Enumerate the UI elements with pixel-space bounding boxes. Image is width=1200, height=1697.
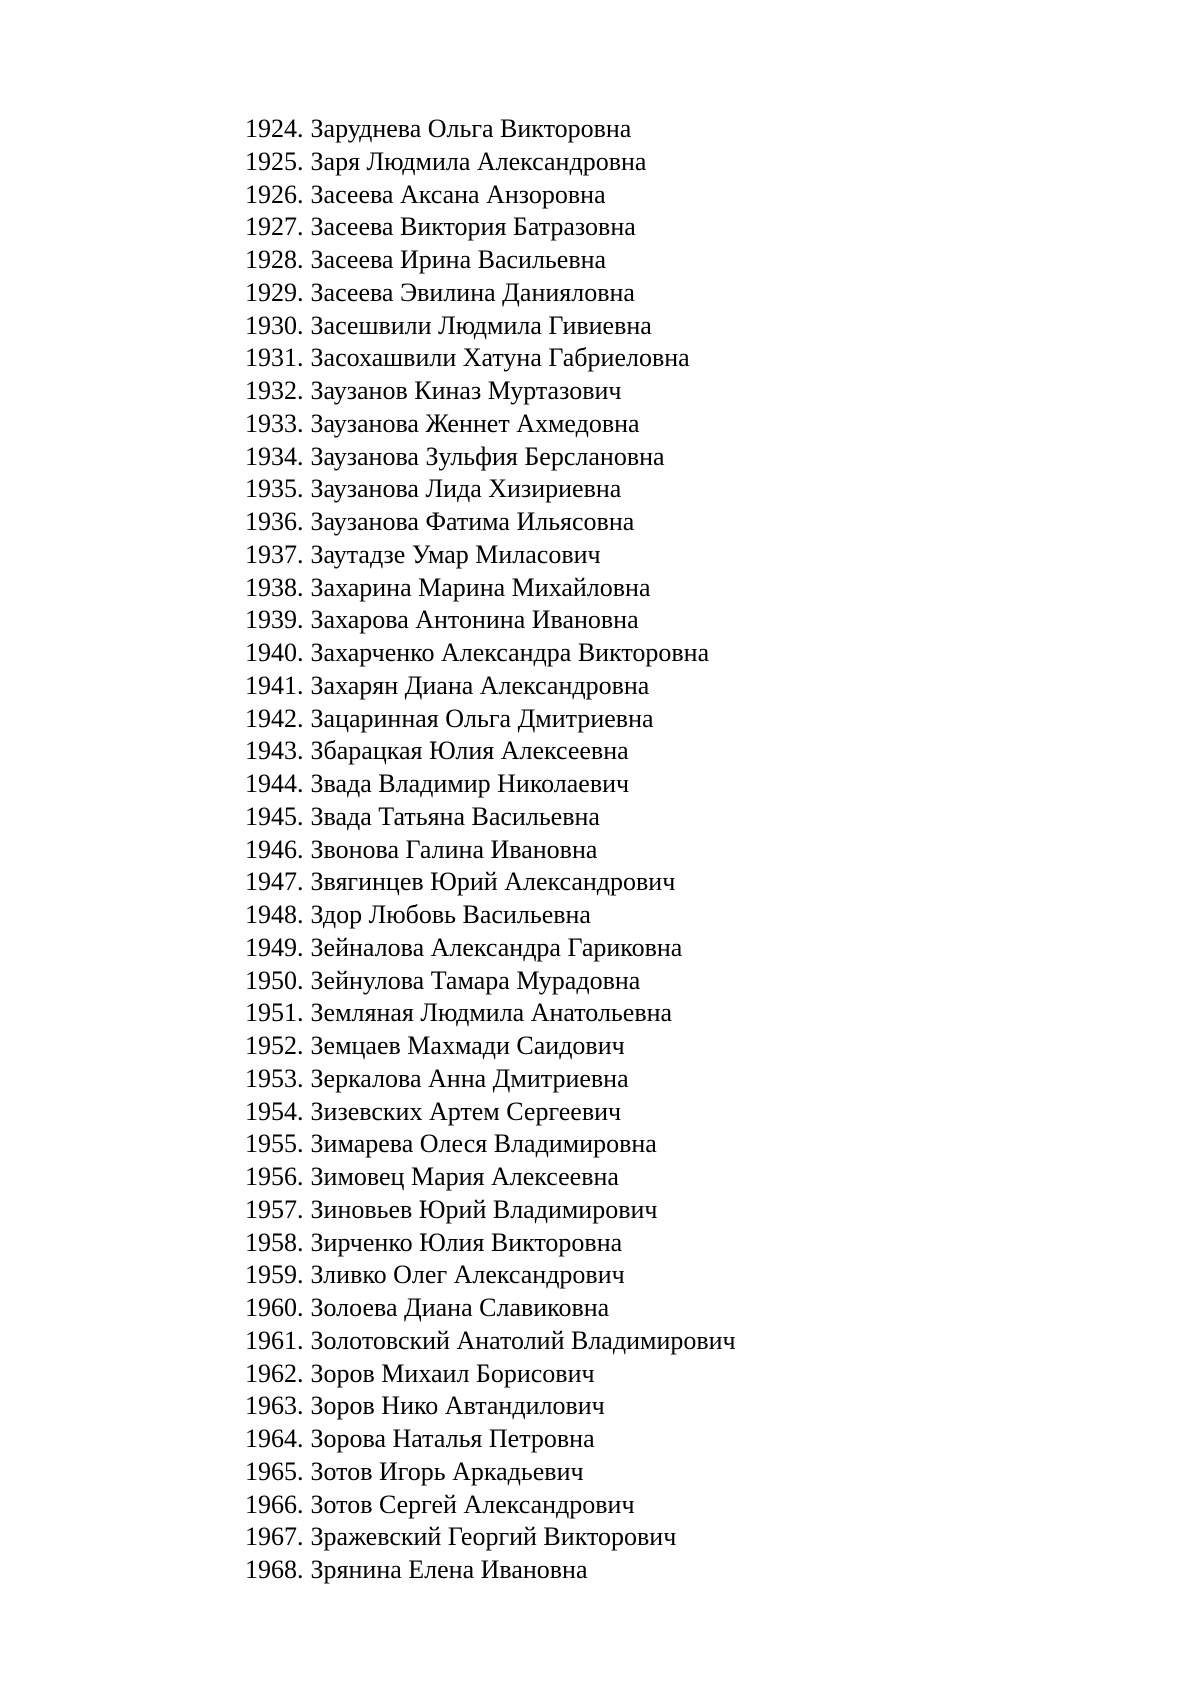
- list-item: [245, 801, 736, 834]
- entry-number: 1966.: [245, 1489, 304, 1519]
- entry-number: 1965.: [245, 1456, 304, 1486]
- list-item: [245, 899, 736, 932]
- list-item: [245, 768, 736, 801]
- entry-name: Заузанова Женнет Ахмедовна: [310, 408, 640, 438]
- entry-name: Звада Владимир Николаевич: [310, 769, 630, 798]
- list-item: [245, 539, 736, 572]
- entry-number: 1961.: [245, 1325, 304, 1355]
- entry-number: 1946.: [245, 834, 304, 864]
- list-item: [245, 735, 736, 768]
- entry-number: 1949.: [245, 932, 304, 962]
- entry-number: 1926.: [245, 179, 304, 209]
- list-item: [245, 637, 736, 670]
- entry-name: Зацаринная Ольга Дмитриевна: [310, 703, 654, 733]
- entry-number: 1968.: [245, 1555, 304, 1584]
- entry-number: 1953.: [245, 1063, 304, 1093]
- list-item: [245, 1325, 736, 1358]
- list-item: [245, 997, 736, 1030]
- list-item: [245, 572, 736, 605]
- entry-number: 1947.: [245, 867, 304, 897]
- list-item: [245, 670, 736, 703]
- entry-number: 1936.: [245, 507, 304, 536]
- entry-name: Зотов Сергей Александрович: [310, 1489, 635, 1519]
- list-item: [245, 211, 736, 244]
- entry-number: 1955.: [245, 1129, 304, 1159]
- entry-number: 1963.: [245, 1391, 304, 1421]
- entry-number: 1931.: [245, 343, 304, 373]
- list-item: [245, 866, 736, 899]
- list-item: [245, 1259, 736, 1292]
- entry-name: Звягинцев Юрий Александрович: [310, 867, 676, 897]
- entry-name: Земляная Людмила Анатольевна: [310, 998, 673, 1028]
- entry-name: Захарина Марина Михайловна: [310, 572, 651, 602]
- entry-number: 1937.: [245, 539, 304, 569]
- list-item: [245, 1063, 736, 1096]
- entry-name: Земцаев Махмади Саидович: [310, 1031, 625, 1060]
- entry-number: 1941.: [245, 670, 304, 700]
- list-item: [245, 441, 736, 474]
- list-item: [245, 703, 736, 736]
- entry-number: 1958.: [245, 1227, 304, 1257]
- entry-number: 1959.: [245, 1260, 304, 1290]
- entry-number: 1943.: [245, 736, 304, 766]
- entry-name: Заутадзе Умар Миласович: [310, 539, 601, 569]
- list-item: [245, 1390, 736, 1423]
- list-item: [245, 1096, 736, 1129]
- list-item: [245, 1521, 736, 1554]
- list-item: [245, 1358, 736, 1391]
- entry-name: Заузанова Лида Хизириевна: [310, 474, 622, 504]
- entry-number: 1935.: [245, 474, 304, 504]
- entry-name: Захарченко Александра Викторовна: [310, 638, 710, 667]
- entry-number: 1925.: [245, 146, 304, 176]
- entry-name: Здор Любовь Васильевна: [310, 900, 591, 929]
- entry-number: 1948.: [245, 900, 304, 929]
- list-item: [245, 1456, 736, 1489]
- entry-number: 1928.: [245, 245, 304, 274]
- list-item: [245, 965, 736, 998]
- entry-number: 1954.: [245, 1096, 304, 1126]
- list-item: [245, 1128, 736, 1161]
- entry-name: Зимовец Мария Алексеевна: [310, 1162, 619, 1191]
- entry-name: Зражевский Георгий Викторович: [310, 1522, 677, 1552]
- list-item: [245, 1554, 736, 1587]
- entry-name: Заузанов Киназ Муртазович: [310, 376, 622, 405]
- entry-number: 1956.: [245, 1162, 304, 1191]
- entry-number: 1945.: [245, 801, 304, 831]
- list-item: [245, 244, 736, 277]
- entry-name: Зирченко Юлия Викторовна: [310, 1227, 623, 1257]
- entry-name: Заузанова Зульфия Берслановна: [310, 441, 665, 471]
- name-list: [245, 113, 736, 1587]
- entry-number: 1932.: [245, 376, 304, 405]
- entry-name: Звада Татьяна Васильевна: [310, 801, 600, 831]
- entry-number: 1964.: [245, 1424, 304, 1453]
- list-item: [245, 113, 736, 146]
- entry-number: 1942.: [245, 703, 304, 733]
- entry-name: Зимарева Олеся Владимировна: [310, 1129, 657, 1159]
- entry-name: Зорова Наталья Петровна: [310, 1424, 595, 1453]
- entry-name: Збарацкая Юлия Алексеевна: [310, 736, 629, 766]
- list-item: [245, 1194, 736, 1227]
- entry-name: Засеева Ирина Васильевна: [310, 245, 607, 274]
- list-item: [245, 1489, 736, 1522]
- entry-name: Засохашвили Хатуна Габриеловна: [310, 343, 690, 373]
- entry-name: Зизевских Артем Сергеевич: [310, 1096, 622, 1126]
- list-item: [245, 1227, 736, 1260]
- entry-number: 1930.: [245, 310, 304, 340]
- list-item: [245, 408, 736, 441]
- entry-name: Захарян Диана Александровна: [310, 670, 650, 700]
- entry-number: 1967.: [245, 1522, 304, 1552]
- list-item: [245, 1423, 736, 1456]
- entry-name: Зоров Михаил Борисович: [310, 1358, 595, 1388]
- entry-name: Заря Людмила Александровна: [310, 146, 647, 176]
- list-item: [245, 1292, 736, 1325]
- entry-number: 1939.: [245, 605, 304, 635]
- entry-name: Засешвили Людмила Гивиевна: [310, 310, 652, 340]
- entry-name: Зейнулова Тамара Мурадовна: [310, 965, 641, 995]
- entry-number: 1944.: [245, 769, 304, 798]
- entry-name: Золотовский Анатолий Владимирович: [310, 1325, 736, 1355]
- entry-name: Захарова Антонина Ивановна: [310, 605, 639, 635]
- list-item: [245, 179, 736, 212]
- entry-name: Заузанова Фатима Ильясовна: [310, 507, 635, 536]
- entry-number: 1940.: [245, 638, 304, 667]
- list-item: [245, 342, 736, 375]
- list-item: [245, 604, 736, 637]
- list-item: [245, 310, 736, 343]
- entry-name: Засеева Виктория Батразовна: [310, 212, 636, 242]
- entry-name: Звонова Галина Ивановна: [310, 834, 598, 864]
- list-item: [245, 834, 736, 867]
- list-item: [245, 375, 736, 408]
- entry-number: 1952.: [245, 1031, 304, 1060]
- entry-number: 1938.: [245, 572, 304, 602]
- entry-number: 1951.: [245, 998, 304, 1028]
- entry-name: Зоров Нико Автандилович: [310, 1391, 605, 1421]
- entry-number: 1950.: [245, 965, 304, 995]
- entry-number: 1934.: [245, 441, 304, 471]
- entry-name: Зейналова Александра Гариковна: [310, 932, 683, 962]
- list-item: [245, 932, 736, 965]
- entry-name: Зрянина Елена Ивановна: [310, 1555, 588, 1584]
- list-item: [245, 1161, 736, 1194]
- entry-number: 1957.: [245, 1194, 304, 1224]
- list-item: [245, 1030, 736, 1063]
- entry-name: Зиновьев Юрий Владимирович: [310, 1194, 658, 1224]
- entry-name: Заруднева Ольга Викторовна: [310, 114, 632, 143]
- entry-name: Зеркалова Анна Дмитриевна: [310, 1063, 629, 1093]
- entry-number: 1924.: [245, 114, 304, 143]
- entry-name: Засеева Аксана Анзоровна: [310, 179, 606, 209]
- entry-name: Зотов Игорь Аркадьевич: [310, 1456, 584, 1486]
- entry-number: 1933.: [245, 408, 304, 438]
- entry-number: 1960.: [245, 1293, 304, 1322]
- entry-name: Зливко Олег Александрович: [310, 1260, 625, 1290]
- entry-number: 1962.: [245, 1358, 304, 1388]
- entry-name: Засеева Эвилина Данияловна: [310, 277, 635, 307]
- list-item: [245, 473, 736, 506]
- list-item: [245, 277, 736, 310]
- entry-number: 1927.: [245, 212, 304, 242]
- entry-number: 1929.: [245, 277, 304, 307]
- list-item: [245, 506, 736, 539]
- list-item: [245, 146, 736, 179]
- entry-name: Золоева Диана Славиковна: [310, 1293, 610, 1322]
